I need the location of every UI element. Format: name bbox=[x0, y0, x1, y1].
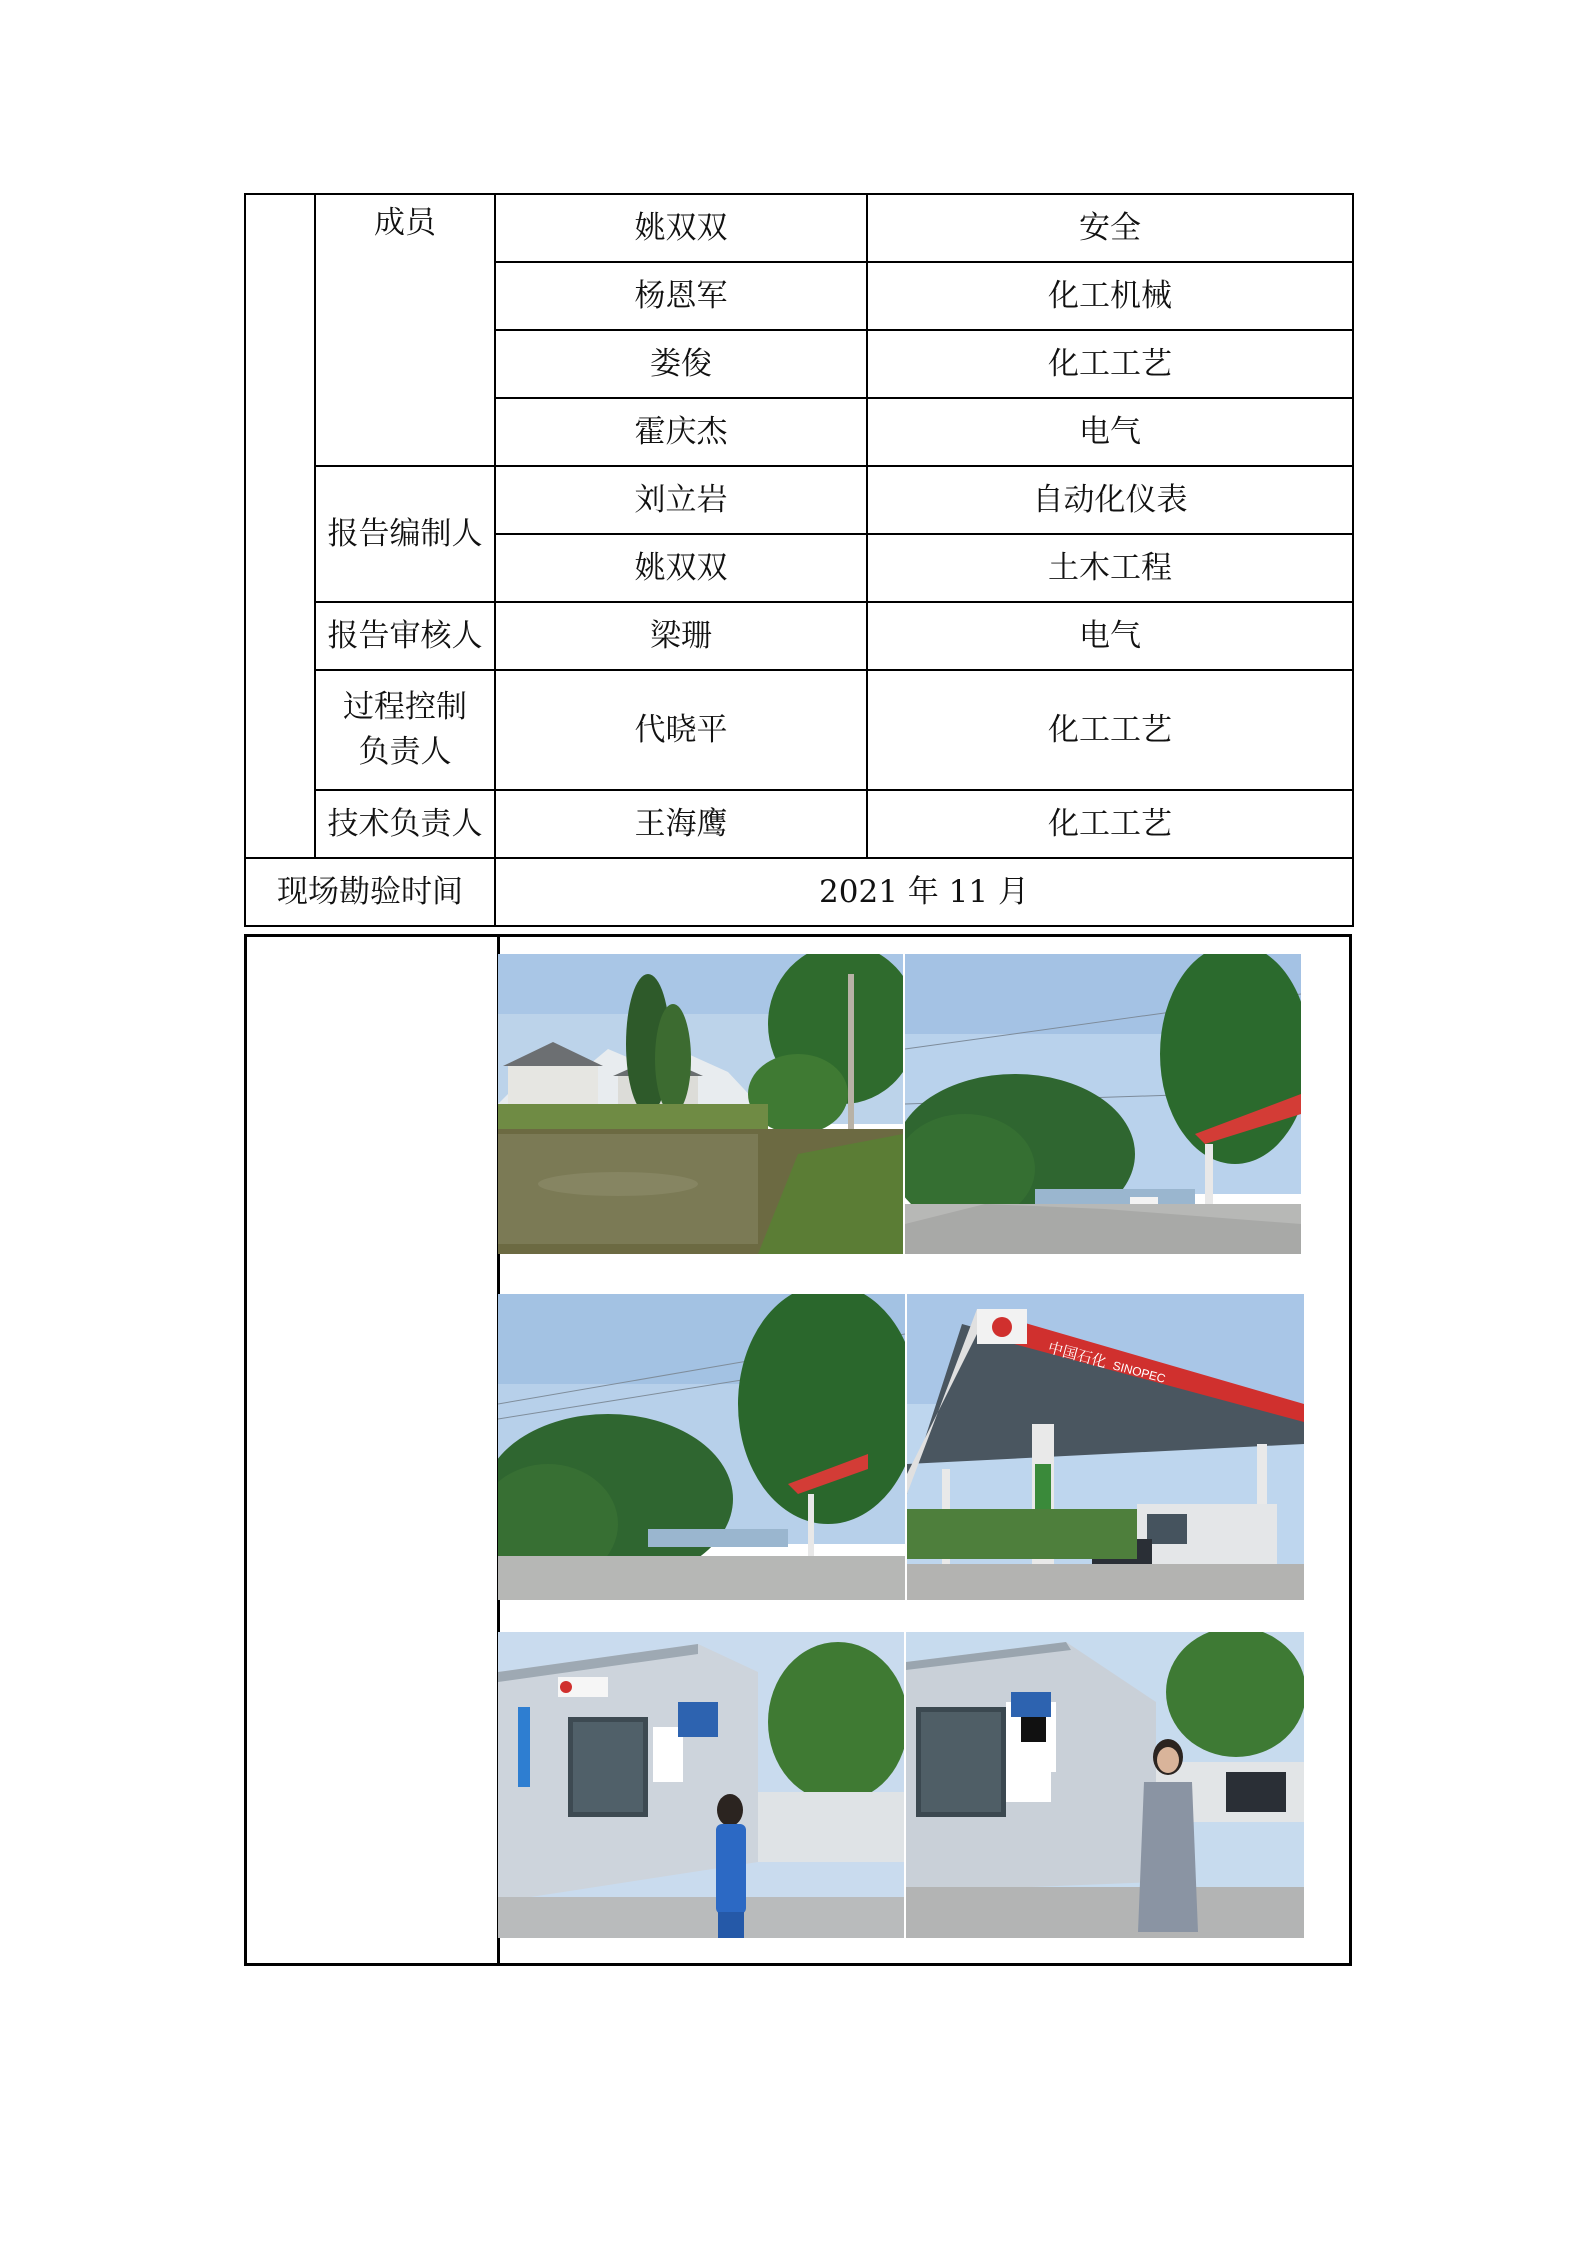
brand-name-cn: 中国石化 bbox=[1045, 1339, 1109, 1372]
tech-lead-name: 王海鹰 bbox=[495, 790, 867, 858]
site-photo-pond bbox=[498, 954, 903, 1254]
site-photo-building-inspector bbox=[906, 1632, 1304, 1938]
member-specialty: 电气 bbox=[867, 398, 1353, 466]
writer-name: 刘立岩 bbox=[495, 466, 867, 534]
table-row bbox=[245, 194, 1353, 262]
member-specialty: 化工机械 bbox=[867, 262, 1353, 330]
members-label: 成员 bbox=[315, 194, 495, 466]
report-writers-label: 报告编制人 bbox=[315, 466, 495, 602]
member-name: 姚双双 bbox=[495, 194, 867, 262]
survey-time-label: 现场勘验时间 bbox=[245, 858, 495, 926]
process-control-label-line1: 过程控制 bbox=[343, 689, 467, 726]
member-name: 霍庆杰 bbox=[495, 398, 867, 466]
survey-time-value: 2021 年 11 月 bbox=[495, 858, 1353, 926]
reviewer-label: 报告审核人 bbox=[315, 602, 495, 670]
process-control-specialty: 化工工艺 bbox=[867, 670, 1353, 790]
table-row bbox=[245, 670, 1353, 790]
process-control-label-line2: 负责人 bbox=[358, 734, 452, 770]
table-row bbox=[245, 858, 1353, 926]
writer-specialty: 自动化仪表 bbox=[867, 466, 1353, 534]
writer-specialty: 土木工程 bbox=[867, 534, 1353, 602]
site-photo-road bbox=[905, 954, 1301, 1254]
site-photo-street bbox=[498, 1294, 905, 1600]
table-row bbox=[245, 790, 1353, 858]
member-specialty: 安全 bbox=[867, 194, 1353, 262]
member-name: 娄俊 bbox=[495, 330, 867, 398]
writer-name: 姚双双 bbox=[495, 534, 867, 602]
member-specialty: 化工工艺 bbox=[867, 330, 1353, 398]
tech-lead-specialty: 化工工艺 bbox=[867, 790, 1353, 858]
reviewer-name: 梁珊 bbox=[495, 602, 867, 670]
process-control-label bbox=[315, 670, 495, 790]
merged-left-cell bbox=[245, 194, 315, 858]
personnel-table bbox=[244, 193, 1354, 927]
site-photo-sinopec-canopy bbox=[907, 1294, 1304, 1600]
table-row bbox=[245, 466, 1353, 534]
reviewer-specialty: 电气 bbox=[867, 602, 1353, 670]
tech-lead-label: 技术负责人 bbox=[315, 790, 495, 858]
member-name: 杨恩军 bbox=[495, 262, 867, 330]
site-photo-building-staff bbox=[498, 1632, 904, 1938]
brand-name-en: SINOPEC bbox=[1111, 1358, 1168, 1386]
table-row bbox=[245, 602, 1353, 670]
process-control-name: 代晓平 bbox=[495, 670, 867, 790]
